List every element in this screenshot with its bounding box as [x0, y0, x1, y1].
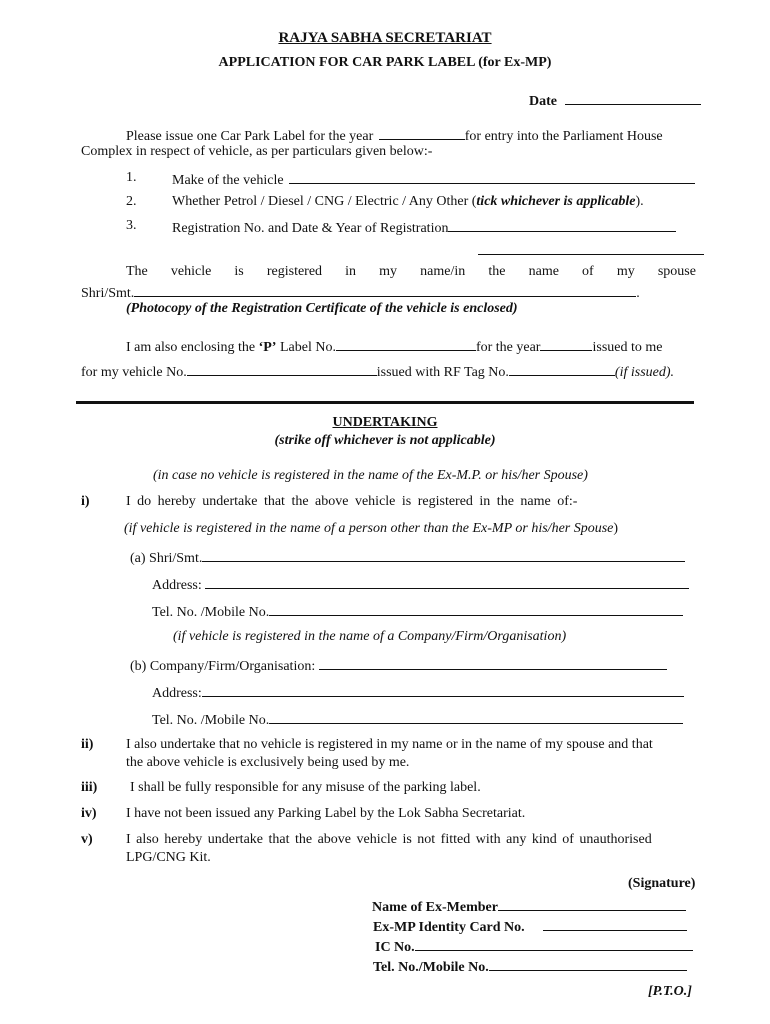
- b-address-field[interactable]: [202, 683, 684, 697]
- enclosing-text-c: for the year: [475, 340, 541, 355]
- a-name-field[interactable]: [202, 548, 685, 562]
- b-company-label: (b) Company/Firm/Organisation:: [130, 659, 319, 674]
- company-note: (if vehicle is registered in the name of a Company/Firm/Organisation): [173, 629, 567, 644]
- fuel-type-tail: ).: [635, 194, 644, 209]
- a-address-row: [152, 575, 689, 594]
- particular-num-2: 2.: [126, 194, 137, 209]
- owner-name-field[interactable]: [134, 283, 636, 297]
- undertaking-title: UNDERTAKING: [332, 415, 438, 430]
- item-i-text: I do hereby undertake that the above vehicle is registered in the name of:-: [126, 494, 578, 509]
- a-tel-label: Tel. No. /Mobile No.: [152, 605, 270, 620]
- item-ii-text-1: I also undertake that no vehicle is registered in my name or in the name of my spouse and that: [126, 737, 653, 752]
- year-field[interactable]: [379, 126, 465, 140]
- registered-word: vehicle: [170, 264, 212, 279]
- particular-item-1: [172, 170, 695, 189]
- registered-word: my: [616, 264, 635, 279]
- tel-field[interactable]: [489, 957, 687, 971]
- b-company-row: [130, 656, 667, 675]
- b-tel-label: Tel. No. /Mobile No.: [152, 713, 270, 728]
- date-row: [529, 91, 701, 110]
- rf-tag-field[interactable]: [509, 362, 615, 376]
- photocopy-note: (Photocopy of the Registration Certificate of the vehicle is enclosed): [126, 301, 518, 316]
- if-issued-note: (if issued).: [614, 365, 675, 380]
- intro-text-a: Please issue one Car Park Label for the year: [126, 129, 374, 144]
- b-tel-field[interactable]: [269, 710, 683, 724]
- enclosing-text-a: I am also enclosing the: [126, 340, 259, 355]
- registration-field[interactable]: [448, 218, 676, 232]
- other-person-close: ): [613, 521, 619, 536]
- item-v-text-2: LPG/CNG Kit.: [126, 850, 211, 865]
- item-i-number: i): [81, 494, 90, 509]
- particular-item-3: [172, 218, 676, 237]
- shri-label: Shri/Smt.: [81, 286, 135, 301]
- a-address-field[interactable]: [205, 575, 689, 589]
- id-card-label: Ex-MP Identity Card No.: [373, 920, 525, 935]
- item-ii-number: ii): [81, 737, 94, 752]
- ic-row: [375, 937, 693, 956]
- item-iv-number: iv): [81, 806, 97, 821]
- a-tel-row: [152, 602, 683, 621]
- signature-label: (Signature): [628, 876, 696, 891]
- item-v-number: v): [81, 832, 93, 847]
- fuel-type-note: tick whichever is applicable: [476, 194, 636, 209]
- registered-sentence: [126, 264, 696, 280]
- shri-end: .: [636, 286, 640, 301]
- registration-field-line-2[interactable]: [478, 254, 704, 255]
- a-address-label: Address:: [152, 578, 206, 593]
- registered-word: my: [379, 264, 398, 279]
- item-iii-number: iii): [81, 780, 98, 795]
- member-name-field[interactable]: [498, 897, 686, 911]
- enclosing-text-f: issued with RF Tag No.: [376, 365, 509, 380]
- other-person-note: (if vehicle is registered in the name of a person other than the Ex-MP or his/her Spouse: [124, 521, 614, 536]
- date-label: Date: [529, 94, 557, 109]
- registered-word: spouse: [657, 264, 696, 279]
- registered-word: name: [528, 264, 559, 279]
- form-title: APPLICATION FOR CAR PARK LABEL (for Ex-MP): [218, 55, 552, 70]
- intro-line-1: [126, 126, 663, 145]
- b-tel-row: [152, 710, 683, 729]
- organization-title: RAJYA SABHA SECRETARIAT: [278, 30, 492, 46]
- label-no-field[interactable]: [336, 337, 476, 351]
- b-address-row: [152, 683, 684, 702]
- item-v-text-1: I also hereby undertake that the above vehicle is not fitted with any kind of unauthorised: [126, 832, 652, 847]
- registration-label: Registration No. and Date & Year of Registration: [172, 221, 449, 236]
- registered-word: of: [582, 264, 594, 279]
- id-card-field[interactable]: [543, 917, 687, 931]
- enclosing-line-1: [126, 337, 662, 356]
- registered-word: is: [234, 264, 244, 279]
- b-address-label: Address:: [152, 686, 202, 701]
- item-ii-text-2: the above vehicle is exclusively being used by me.: [126, 755, 410, 770]
- a-tel-field[interactable]: [269, 602, 683, 616]
- a-name-row: [130, 548, 685, 567]
- id-card-row: [373, 917, 687, 936]
- particular-num-3: 3.: [126, 218, 137, 233]
- tel-row: [373, 957, 687, 976]
- ic-label: IC No.: [375, 940, 415, 955]
- shri-row: [81, 283, 640, 302]
- item-iv-text: I have not been issued any Parking Label by the Lok Sabha Secretariat.: [126, 806, 526, 821]
- fuel-type-label: Whether Petrol / Diesel / CNG / Electric / Any Other (: [172, 194, 477, 209]
- date-field[interactable]: [565, 91, 701, 105]
- registered-word: registered: [266, 264, 323, 279]
- ic-field[interactable]: [415, 937, 693, 951]
- enclosing-line-2: [81, 362, 674, 381]
- undertaking-subtitle: (strike off whichever is not applicable): [274, 433, 496, 448]
- tel-label: Tel. No./Mobile No.: [373, 960, 489, 975]
- intro-text-b: for entry into the Parliament House: [464, 129, 663, 144]
- member-name-label: Name of Ex-Member: [372, 900, 498, 915]
- registered-word: in: [345, 264, 357, 279]
- registered-word: The: [126, 264, 148, 279]
- other-person-note-row: [124, 521, 618, 537]
- vehicle-no-field[interactable]: [187, 362, 377, 376]
- b-company-field[interactable]: [319, 656, 667, 670]
- make-label: Make of the vehicle: [172, 173, 284, 188]
- item-iii-text: I shall be fully responsible for any misuse of the parking label.: [130, 780, 481, 795]
- enclosing-text-b: Label No.: [276, 340, 336, 355]
- member-name-row: [372, 897, 686, 916]
- particular-num-1: 1.: [126, 170, 137, 185]
- particular-item-2: [172, 194, 644, 210]
- label-year-field[interactable]: [540, 337, 592, 351]
- a-name-label: (a) Shri/Smt.: [130, 551, 203, 566]
- pto-label: [P.T.O.]: [648, 984, 692, 999]
- enclosing-text-e: for my vehicle No.: [81, 365, 187, 380]
- intro-line-2: Complex in respect of vehicle, as per particulars given below:-: [81, 144, 433, 159]
- registered-word: the: [488, 264, 506, 279]
- registered-word: name/in: [420, 264, 466, 279]
- p-label: ‘P’: [258, 340, 277, 355]
- make-field[interactable]: [289, 170, 695, 184]
- no-vehicle-note: (in case no vehicle is registered in the name of the Ex-M.P. or his/her Spouse): [153, 468, 588, 483]
- section-divider: [76, 401, 694, 404]
- enclosing-text-d: issued to me: [592, 340, 663, 355]
